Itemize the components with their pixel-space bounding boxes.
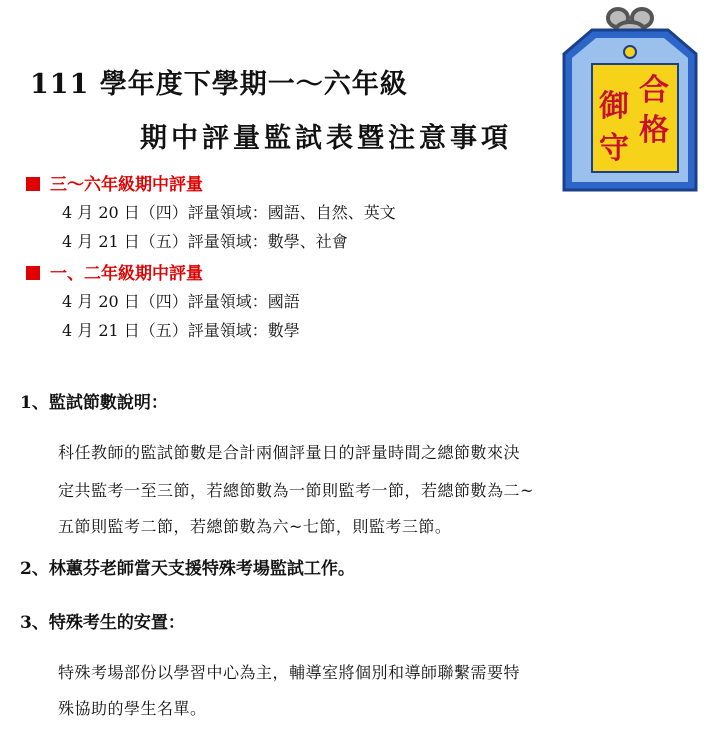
item-heading: 1、監試節數說明： — [20, 393, 168, 413]
amulet-char-2: 格 — [639, 113, 669, 148]
section-heading-text: 三～六年級期中評量 — [50, 175, 203, 195]
section-heading — [26, 259, 203, 284]
schedule-line: 4 月 20 日（四）評量領域：國語、自然、英文 — [62, 203, 396, 222]
amulet-char-3: 御 — [599, 89, 629, 124]
title-line-1: 111 學年度下學期一～六年級 — [30, 69, 408, 100]
schedule-line: 4 月 21 日（五）評量領域：數學、社會 — [62, 232, 348, 251]
section-heading-text: 一、二年級期中評量 — [50, 264, 203, 284]
item-paragraph-line: 定共監考一至三節，若總節數為一節則監考一節，若總節數為二~ — [58, 481, 534, 500]
amulet-icon — [558, 0, 704, 196]
schedule-line: 4 月 20 日（四）評量領域：國語 — [62, 292, 300, 311]
square-bullet-icon — [26, 177, 40, 191]
schedule-line: 4 月 21 日（五）評量領域：數學 — [62, 321, 300, 340]
item-heading: 3、特殊考生的安置： — [20, 613, 185, 633]
section-heading — [26, 170, 203, 195]
item-heading: 2、林蕙芬老師當天支援特殊考場監試工作。 — [20, 559, 355, 579]
amulet-char-4: 守 — [599, 131, 629, 166]
title-line-2: 期中評量監試表暨注意事項 — [140, 123, 512, 154]
item-paragraph-line: 五節則監考二節，若總節數為六~七節，則監考三節。 — [58, 517, 452, 536]
item-paragraph-line: 科任教師的監試節數是合計兩個評量日的評量時間之總節數來決 — [58, 443, 521, 462]
item-paragraph-line: 殊協助的學生名單。 — [58, 699, 207, 718]
item-paragraph-line: 特殊考場部份以學習中心為主，輔導室將個別和導師聯繫需要特 — [58, 663, 521, 682]
amulet-char-1: 合 — [639, 73, 669, 108]
square-bullet-icon — [26, 266, 40, 280]
